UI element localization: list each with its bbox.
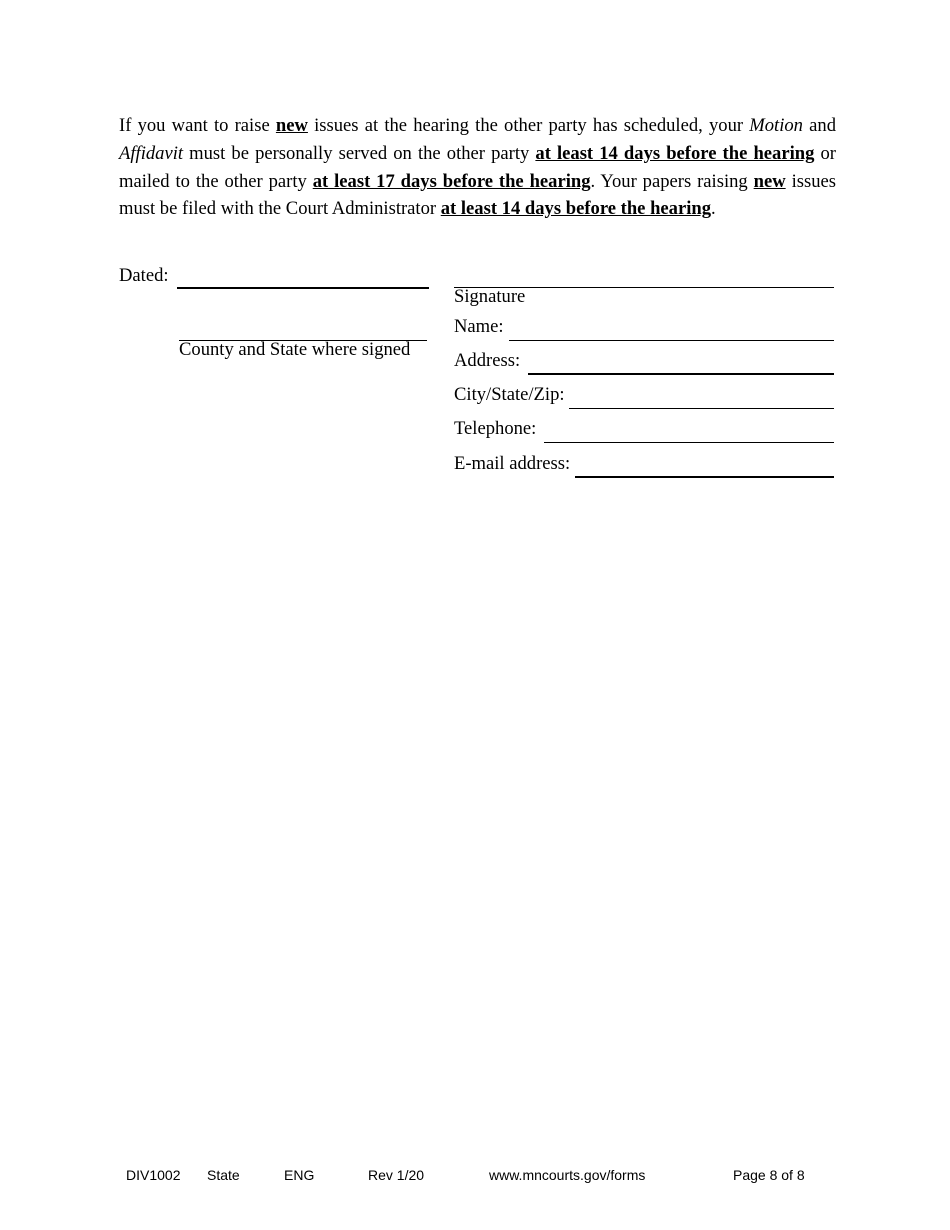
footer-revision: Rev 1/20	[368, 1167, 425, 1183]
notice-deadline-mailed: at least 17 days before the hearing	[312, 170, 591, 192]
notice-deadline-filed: at least 14 days before the hearing	[440, 198, 712, 220]
city-state-zip-field[interactable]	[569, 408, 834, 409]
notice-text: or mailed to the other party	[119, 142, 836, 192]
email-label: E-mail address:	[454, 453, 571, 474]
notice-text: .	[711, 198, 716, 220]
footer-website: www.mncourts.gov/forms	[489, 1167, 646, 1183]
email-field[interactable]	[575, 476, 834, 478]
notice-emphasis-new: new	[275, 115, 308, 136]
dated-label: Dated:	[119, 265, 169, 286]
county-state-label: County and State where signed	[179, 339, 411, 360]
notice-text: and	[802, 115, 836, 136]
telephone-label: Telephone:	[454, 418, 537, 439]
footer-form-id: DIV1002	[126, 1167, 181, 1183]
city-state-zip-label: City/State/Zip:	[454, 384, 565, 405]
address-label: Address:	[454, 350, 521, 371]
signature-label: Signature	[454, 286, 526, 307]
notice-motion-term: Motion	[749, 115, 803, 136]
name-label: Name:	[454, 316, 504, 337]
footer-language: ENG	[284, 1167, 315, 1183]
notice-text: issues must be filed with the Court Administrator	[119, 170, 836, 220]
notice-text: . Your papers raising	[590, 170, 754, 192]
notice-text: must be personally served on the other party	[183, 142, 536, 164]
notice-deadline-served: at least 14 days before the hearing	[535, 142, 815, 164]
notice-emphasis-new: new	[753, 170, 786, 192]
name-field[interactable]	[509, 340, 834, 341]
footer-jurisdiction: State	[207, 1167, 240, 1183]
telephone-field[interactable]	[544, 442, 834, 443]
notice-text: issues at the hearing the other party has scheduled, your	[307, 115, 750, 136]
notice-text: If you want to raise	[119, 115, 276, 136]
footer-page-number: Page 8 of 8	[733, 1167, 805, 1183]
address-field[interactable]	[528, 373, 834, 375]
hearing-notice-paragraph	[119, 112, 836, 223]
dated-field[interactable]	[177, 287, 429, 289]
notice-affidavit-term: Affidavit	[119, 142, 184, 164]
